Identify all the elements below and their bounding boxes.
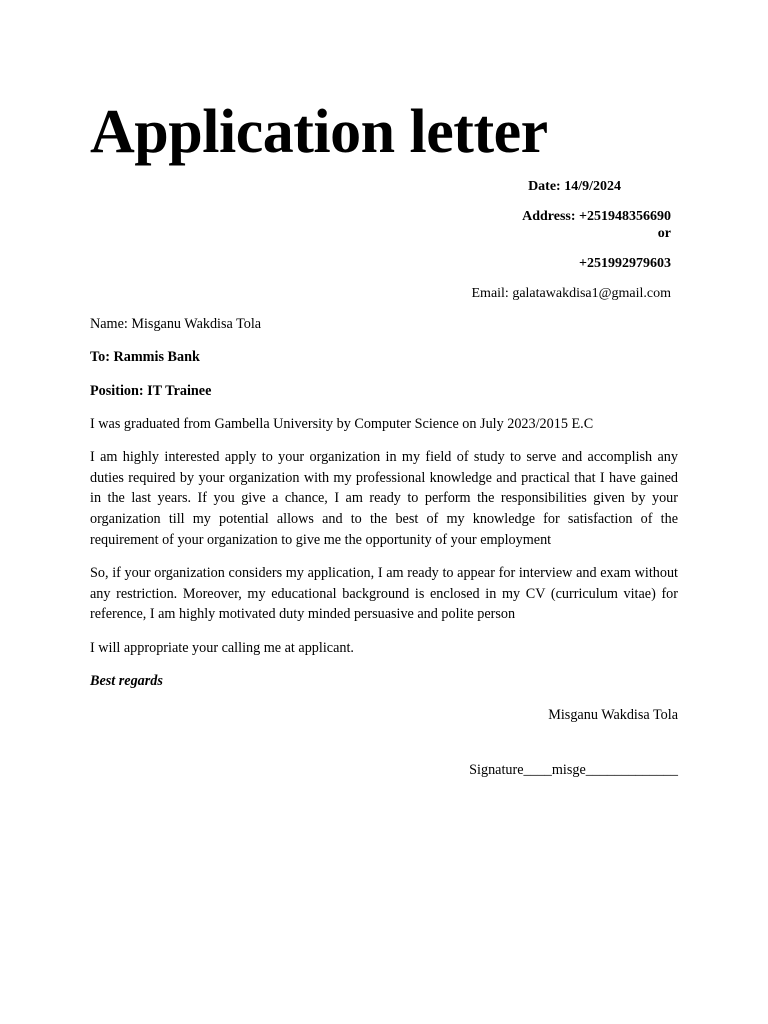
address-line: Address: +251948356690 bbox=[522, 209, 671, 224]
closing-sentence: I will appropriate your calling me at applicant. bbox=[90, 640, 354, 656]
page-title: Application letter bbox=[90, 98, 548, 166]
graduation-paragraph: I was graduated from Gambella University by Computer Science on July 2023/2015 E.C bbox=[90, 416, 594, 432]
alternate-phone: +251992979603 bbox=[579, 256, 671, 271]
recipient-line: To: Rammis Bank bbox=[90, 349, 200, 365]
email-line: Email: galatawakdisa1@gmail.com bbox=[471, 286, 671, 301]
signature-line: Signature____misge_____________ bbox=[469, 762, 678, 778]
consideration-paragraph: So, if your organization considers my application, I am ready to appear for interview and exam without any restriction. Moreover, my educational background is enclosed in my CV (curriculum vitae) for reference, I am highly motivated duty minded persuasive and polite person bbox=[90, 565, 678, 623]
date-line: Date: 14/9/2024 bbox=[528, 179, 621, 194]
name-line: Name: Misganu Wakdisa Tola bbox=[90, 316, 262, 332]
position-line: Position: IT Trainee bbox=[90, 383, 212, 399]
signer-name: Misganu Wakdisa Tola bbox=[548, 707, 678, 723]
address-or: or bbox=[657, 226, 671, 241]
regards-line: Best regards bbox=[90, 673, 163, 689]
interest-paragraph: I am highly interested apply to your organization in my field of study to serve and accomplish any duties required by your organization with my professional knowledge and practical that I have gained in the last years. If you give a chance, I am ready to perform the responsibilities given by your organization till my potential allows and to the best of my knowledge for satisfaction of the requirement of your organization to give me the opportunity of your employment bbox=[90, 449, 678, 548]
